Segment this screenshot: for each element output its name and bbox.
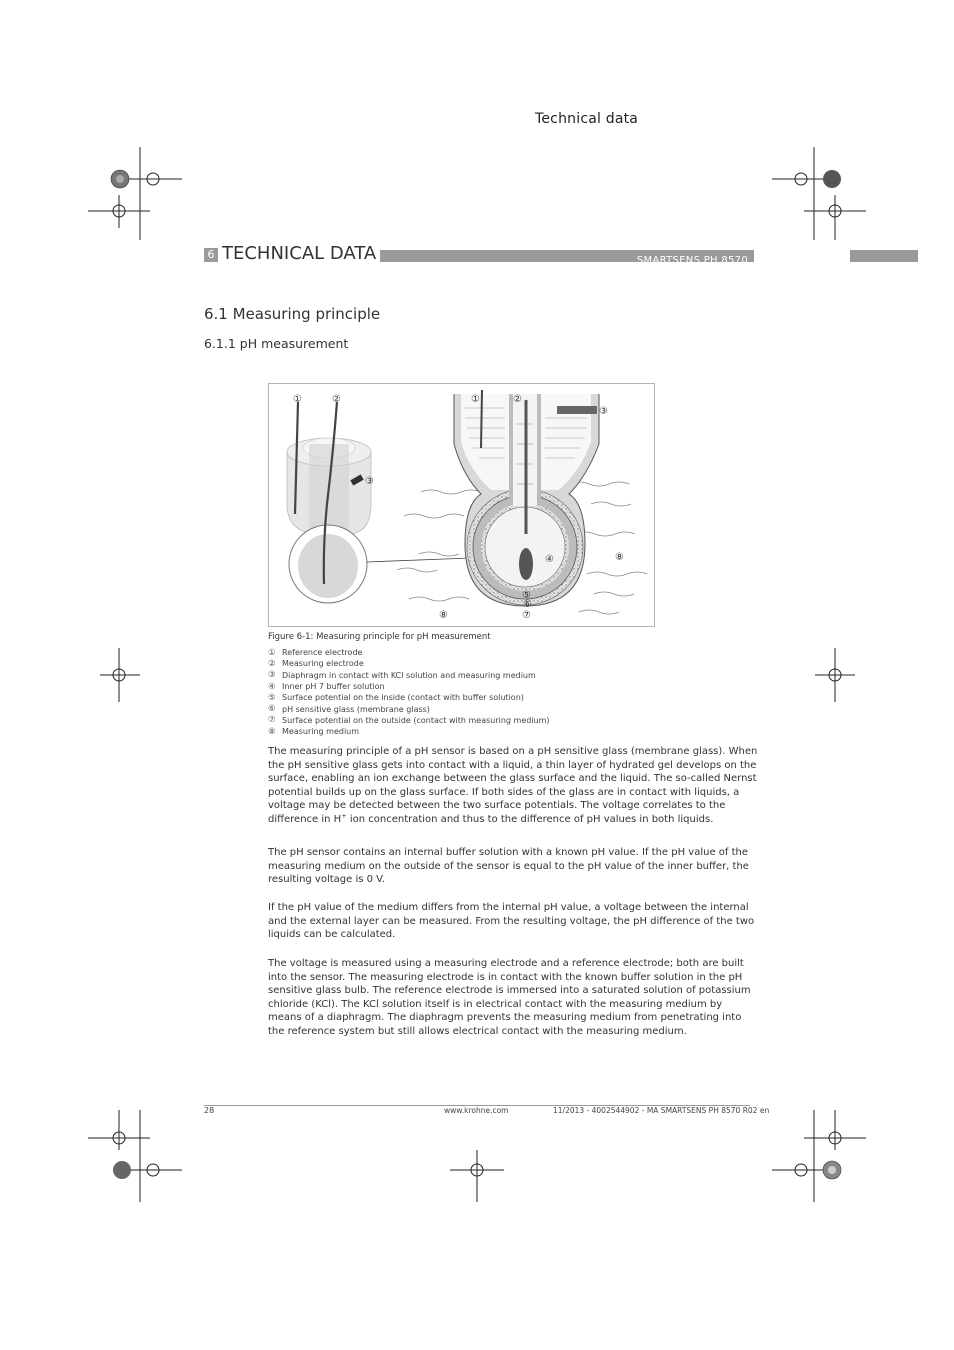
paragraph-text: ion concentration and thus to the difference of pH values in both liquids. xyxy=(346,813,714,825)
legend-text: Surface potential on the outside (contact with measuring medium) xyxy=(282,715,550,725)
superscript-plus: + xyxy=(341,811,347,820)
electrode-cross-section xyxy=(454,390,599,606)
marker-2-left: ② xyxy=(332,394,341,405)
marker-8-bottom: ⑧ xyxy=(439,610,448,621)
legend-item xyxy=(268,681,688,692)
legend-text: Diaphragm in contact with KCl solution and measuring medium xyxy=(282,670,536,680)
legend-item xyxy=(268,647,688,658)
marker-3-left: ③ xyxy=(365,476,374,487)
section-title: 6.1 Measuring principle xyxy=(204,305,381,323)
legend-text: Measuring medium xyxy=(282,727,360,737)
chapter-rule xyxy=(372,250,754,266)
chapter-header xyxy=(204,245,754,265)
subsection-title: 6.1.1 pH measurement xyxy=(204,336,349,351)
figure-legend xyxy=(268,647,688,737)
marker-4: ④ xyxy=(545,554,554,565)
legend-number: ③ xyxy=(268,670,276,681)
marker-3-right: ③ xyxy=(599,406,608,417)
legend-text: Measuring electrode xyxy=(282,659,364,669)
electrode-overview xyxy=(287,402,471,603)
legend-number: ② xyxy=(268,658,276,669)
marker-1-left: ① xyxy=(293,394,302,405)
marker-7: ⑦ xyxy=(522,610,531,621)
legend-number: ① xyxy=(268,647,276,658)
figure-caption: Figure 6-1: Measuring principle for pH measurement xyxy=(268,632,491,642)
figure-illustration xyxy=(269,384,656,628)
marker-2-right: ② xyxy=(513,394,522,405)
legend-text: Surface potential on the inside (contact with buffer solution) xyxy=(282,693,524,703)
chapter-side-tab xyxy=(850,250,918,262)
body-paragraph-2: The pH sensor contains an internal buffer solution with a known pH value. If the pH value of the measuring medium on the outside of the sensor is equal to the pH value of the inner buffer, the resulting voltage is 0 V. xyxy=(268,847,749,886)
body-paragraph-1 xyxy=(268,745,758,827)
legend-item xyxy=(268,726,688,737)
marker-5: ⑤ xyxy=(522,590,531,601)
figure-ph-measuring-principle xyxy=(268,383,655,627)
marker-1-right: ① xyxy=(471,394,480,405)
footer-url: www.krohne.com xyxy=(444,1106,509,1115)
legend-number: ⑥ xyxy=(268,704,276,715)
chapter-number-badge: 6 xyxy=(204,248,218,262)
legend-text: Inner pH 7 buffer solution xyxy=(282,682,385,692)
body-paragraph-3: If the pH value of the medium differs from the internal pH value, a voltage between the internal and the external layer can be measured. From the resulting voltage, the pH difference of the two liquids can be calculated. xyxy=(268,902,755,941)
legend-number: ⑧ xyxy=(268,726,276,737)
footer-document-id: 11/2013 - 4002544902 - MA SMARTSENS PH 8570 R02 en xyxy=(553,1106,770,1115)
legend-item xyxy=(268,670,688,681)
legend-item xyxy=(268,715,688,726)
legend-text: pH sensitive glass (membrane glass) xyxy=(282,704,430,714)
legend-number: ⑤ xyxy=(268,692,276,703)
running-head: Technical data xyxy=(535,111,639,127)
legend-item xyxy=(268,703,688,714)
product-name: SMARTSENS PH 8570 xyxy=(636,255,748,266)
legend-number: ④ xyxy=(268,681,276,692)
legend-text: Reference electrode xyxy=(282,648,363,658)
body-paragraph-4: The voltage is measured using a measuring electrode and a reference electrode; both are built into the sensor. The measuring electrode is in contact with the known buffer solution in the pH sensitive glass bulb. The reference electrode is immersed into a saturated solution of potassium chloride (KCl). The KCl solution itself is in electrical contact with the measuring medium by means of a diaphragm. The diaphragm prevents the measuring medium from penetrating into the reference system but still allows electrical contact with the measuring medium. xyxy=(268,958,751,1037)
paragraph-text: The measuring principle of a pH sensor is based on a pH sensitive glass (membrane glass). When the pH sensitive glass gets into contact with a liquid, a thin layer of hydrated gel develops on the surface, enabling an ion exchange between the glass surface and the liquid. The so-called Nernst potential builds up on the glass surface. If both sides of the glass are in contact with liquids, a voltage may be detected between the two surface potentials. The voltage correlates to the difference in H xyxy=(268,746,758,825)
marker-8-right: ⑧ xyxy=(615,552,624,563)
legend-number: ⑦ xyxy=(268,715,276,726)
legend-item xyxy=(268,658,688,669)
marker-6: ⑥ xyxy=(523,599,532,610)
page-number: 28 xyxy=(204,1106,215,1115)
chapter-title: TECHNICAL DATA xyxy=(222,244,380,264)
legend-item xyxy=(268,692,688,703)
